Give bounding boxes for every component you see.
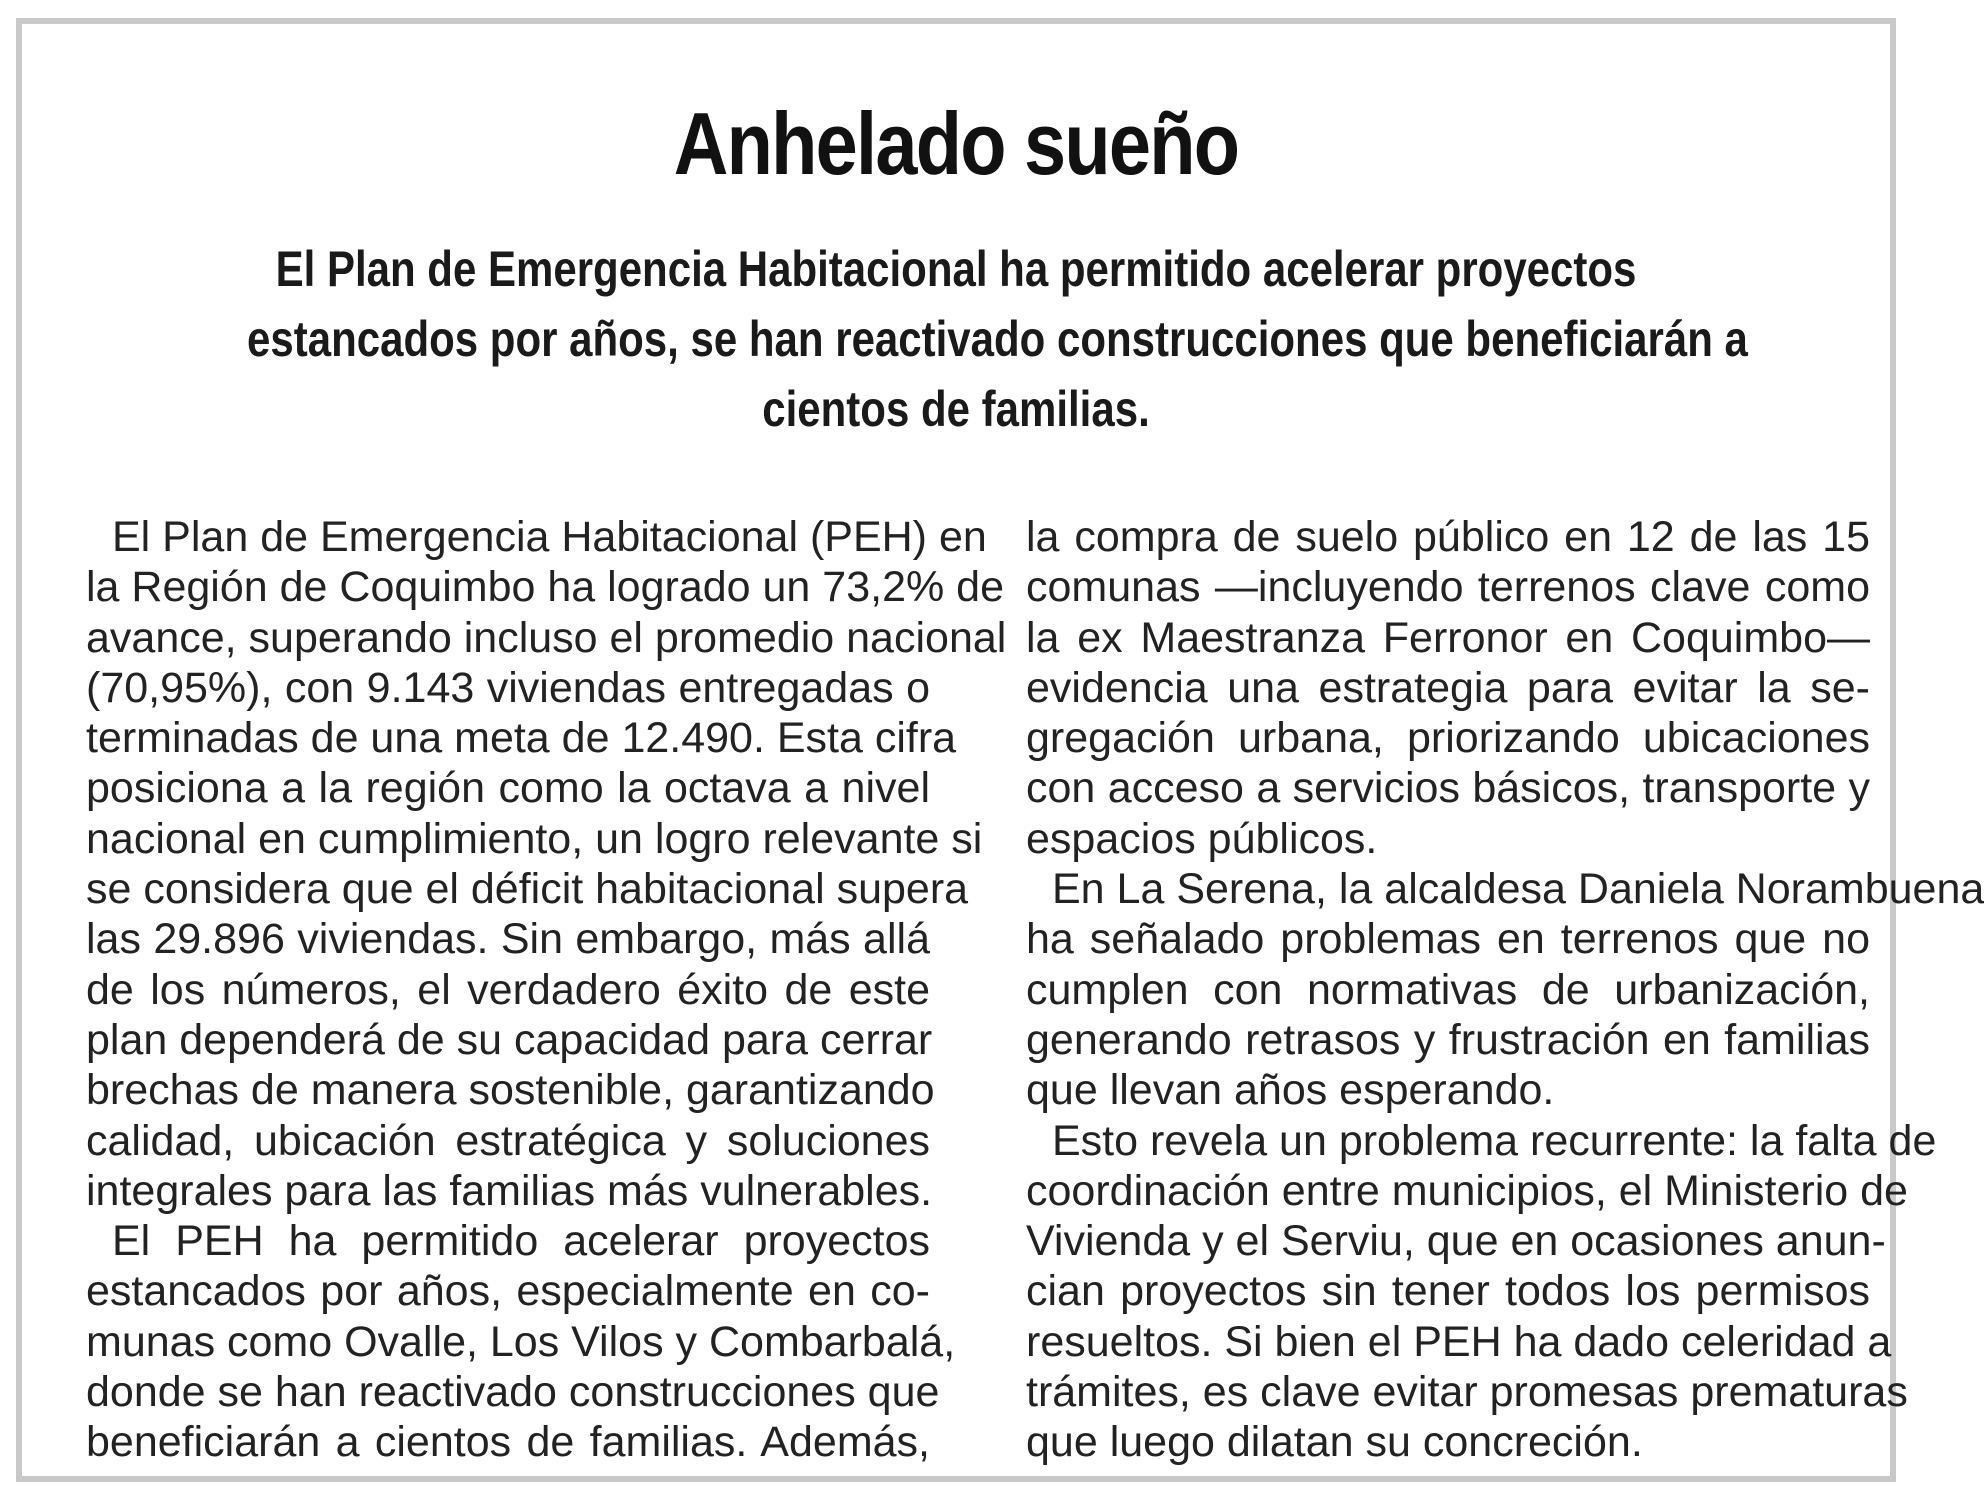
body-line: cumplen con normativas de urbanización, xyxy=(1026,965,1870,1014)
body-line: de los números, el verdadero éxito de este xyxy=(86,965,930,1014)
body-line: plan dependerá de su capacidad para cerrar xyxy=(86,1015,933,1064)
article-frame xyxy=(16,18,1984,1482)
body-line: beneficiarán a cientos de familias. Además, xyxy=(86,1418,930,1467)
body-line: brechas de manera sostenible, garantizando xyxy=(86,1066,935,1115)
body-line: la Región de Coquimbo ha logrado un 73,2% de xyxy=(86,563,1004,612)
body-line: generando retrasos y frustración en familias xyxy=(1026,1015,1870,1064)
body-line: integrales para las familias más vulnerables. xyxy=(86,1166,933,1215)
body-line: terminadas de una meta de 12.490. Esta cifra xyxy=(86,714,957,763)
body-line: con acceso a servicios básicos, transporte y xyxy=(1026,764,1870,813)
body-line: la ex Maestranza Ferronor en Coquimbo— xyxy=(1026,613,1870,662)
body-line: avance, superando incluso el promedio nacional xyxy=(86,613,1007,662)
body-line: las 29.896 viviendas. Sin embargo, más allá xyxy=(86,915,930,964)
body-line: evidencia una estrategia para evitar la se- xyxy=(1026,663,1870,712)
body-line: En La Serena, la alcaldesa Daniela Norambuena xyxy=(1052,865,1984,914)
body-line: comunas —incluyendo terrenos clave como xyxy=(1026,563,1870,612)
deck-line: estancados por años, se han reactivado construcciones que beneficiarán a xyxy=(247,311,1748,367)
body-line: Vivienda y el Serviu, que en ocasiones anun- xyxy=(1026,1217,1886,1266)
body-column-left xyxy=(86,512,1007,1468)
body-line: ha señalado problemas en terrenos que no xyxy=(1026,915,1870,964)
body-line: cian proyectos sin tener todos los permisos xyxy=(1026,1267,1870,1316)
body-line: Esto revela un problema recurrente: la falta de xyxy=(1052,1116,1937,1165)
body-line: coordinación entre municipios, el Ministerio de xyxy=(1026,1166,1908,1215)
body-line: munas como Ovalle, Los Vilos y Combarbalá, xyxy=(86,1317,956,1366)
body-line: donde se han reactivado construcciones que xyxy=(86,1368,940,1417)
body-line: El PEH ha permitido acelerar proyectos xyxy=(112,1217,930,1266)
body-line: que luego dilatan su concreción. xyxy=(1026,1418,1643,1467)
body-line: que llevan años esperando. xyxy=(1026,1066,1555,1115)
body-line: posiciona a la región como la octava a nivel xyxy=(86,764,930,813)
deck-line: cientos de familias. xyxy=(762,381,1150,437)
body-line: trámites, es clave evitar promesas prematuras xyxy=(1026,1368,1908,1417)
body-line: gregación urbana, priorizando ubicaciones xyxy=(1026,714,1870,763)
article-deck xyxy=(112,234,1800,444)
body-column-right xyxy=(1026,512,1984,1468)
body-line: nacional en cumplimiento, un logro relevante si xyxy=(86,814,983,863)
article-headline: Anhelado sueño xyxy=(673,94,1239,193)
body-line: El Plan de Emergencia Habitacional (PEH) en xyxy=(112,513,987,561)
body-line: espacios públicos. xyxy=(1026,814,1378,863)
deck-line: El Plan de Emergencia Habitacional ha permitido acelerar proyectos xyxy=(275,241,1637,297)
body-line: resueltos. Si bien el PEH ha dado celeridad a xyxy=(1026,1317,1892,1366)
body-line: la compra de suelo público en 12 de las 15 xyxy=(1026,513,1870,561)
body-line: calidad, ubicación estratégica y soluciones xyxy=(86,1116,930,1165)
body-line: se considera que el déficit habitacional supera xyxy=(86,865,969,914)
body-line: (70,95%), con 9.143 viviendas entregadas o xyxy=(86,663,930,712)
body-line: estancados por años, especialmente en co- xyxy=(86,1267,930,1316)
